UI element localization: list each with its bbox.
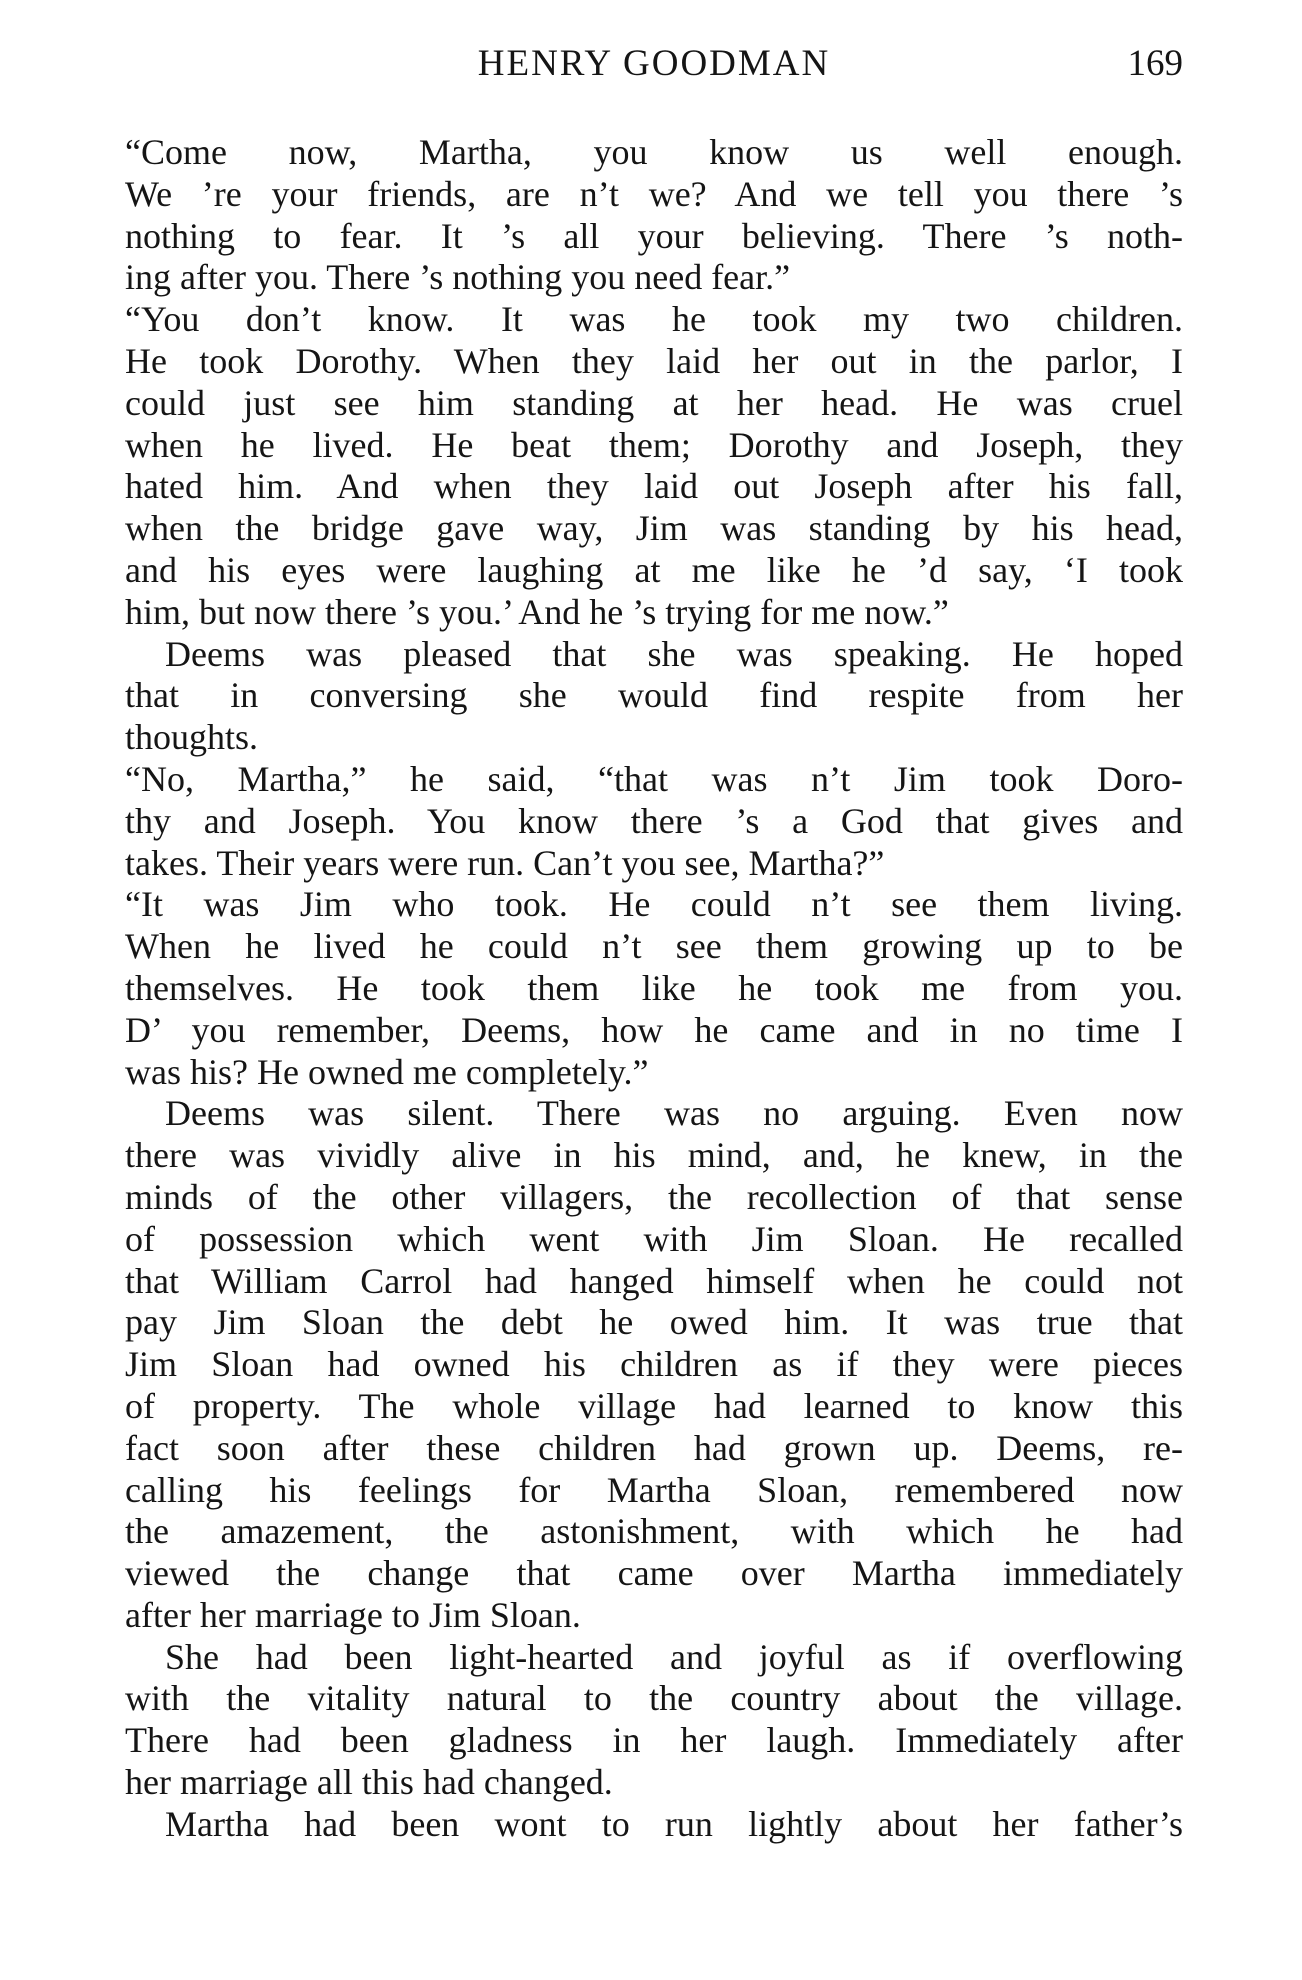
- text-line: nothing to fear. It ’s all your believing. There ’s noth-: [125, 215, 1183, 256]
- text-line: minds of the other villagers, the recollection of that sense: [125, 1176, 1183, 1217]
- text-line: her marriage all this had changed.: [125, 1762, 613, 1803]
- text-line: that in conversing she would find respite from her: [125, 675, 1183, 716]
- running-title: HENRY GOODMAN: [477, 43, 831, 84]
- text-line: thy and Joseph. You know there ’s a God that gives and: [125, 800, 1183, 841]
- text-line: He took Dorothy. When they laid her out in the parlor, I: [125, 340, 1183, 381]
- text-line: when he lived. He beat them; Dorothy and Joseph, they: [125, 424, 1183, 465]
- text-line: after her marriage to Jim Sloan.: [125, 1594, 581, 1635]
- text-line: Deems was pleased that she was speaking. He hoped: [165, 633, 1183, 674]
- text-line: could just see him standing at her head. He was cruel: [125, 382, 1183, 423]
- text-line: We ’re your friends, are n’t we? And we tell you there ’s: [125, 173, 1183, 214]
- text-line: of property. The whole village had learned to know this: [125, 1385, 1183, 1426]
- page-number: 169: [1127, 43, 1183, 84]
- text-line: there was vividly alive in his mind, and, he knew, in the: [125, 1135, 1183, 1176]
- text-line: of possession which went with Jim Sloan. He recalled: [125, 1218, 1183, 1259]
- text-line: themselves. He took them like he took me from you.: [125, 967, 1183, 1008]
- text-line: When he lived he could n’t see them growing up to be: [125, 926, 1183, 967]
- text-line: “It was Jim who took. He could n’t see them living.: [125, 884, 1183, 925]
- text-line: was his? He owned me completely.”: [125, 1051, 649, 1092]
- text-line: and his eyes were laughing at me like he ’d say, ‘I took: [125, 549, 1183, 590]
- text-line: hated him. And when they laid out Joseph after his fall,: [125, 466, 1183, 507]
- text-line: the amazement, the astonishment, with which he had: [125, 1511, 1183, 1552]
- text-line: “No, Martha,” he said, “that was n’t Jim took Doro-: [125, 758, 1183, 799]
- text-line: D’ you remember, Deems, how he came and in no time I: [125, 1009, 1183, 1050]
- text-line: pay Jim Sloan the debt he owed him. It was true that: [125, 1302, 1183, 1343]
- text-line: “You don’t know. It was he took my two children.: [125, 299, 1183, 340]
- text-line: Deems was silent. There was no arguing. Even now: [165, 1093, 1183, 1134]
- text-line: when the bridge gave way, Jim was standing by his head,: [125, 508, 1183, 549]
- text-line: takes. Their years were run. Can’t you see, Martha?”: [125, 842, 885, 883]
- text-line: She had been light-hearted and joyful as if overflowing: [165, 1636, 1183, 1677]
- text-line: viewed the change that came over Martha immediately: [125, 1553, 1183, 1594]
- text-line: Jim Sloan had owned his children as if they were pieces: [125, 1344, 1183, 1385]
- text-line: thoughts.: [125, 717, 259, 758]
- text-line: fact soon after these children had grown up. Deems, re-: [125, 1427, 1183, 1468]
- text-line: “Come now, Martha, you know us well enough.: [125, 132, 1183, 172]
- text-line: There had been gladness in her laugh. Immediately after: [125, 1720, 1183, 1761]
- text-line: Martha had been wont to run lightly about her father’s: [165, 1803, 1183, 1844]
- running-head: [125, 38, 1183, 90]
- text-line: him, but now there ’s you.’ And he ’s trying for me now.”: [125, 591, 949, 632]
- body-text: [125, 132, 1183, 1846]
- text-line: with the vitality natural to the country about the village.: [125, 1678, 1183, 1719]
- text-line: calling his feelings for Martha Sloan, remembered now: [125, 1469, 1183, 1510]
- text-line: that William Carrol had hanged himself when he could not: [125, 1260, 1183, 1301]
- text-line: ing after you. There ’s nothing you need fear.”: [125, 257, 791, 298]
